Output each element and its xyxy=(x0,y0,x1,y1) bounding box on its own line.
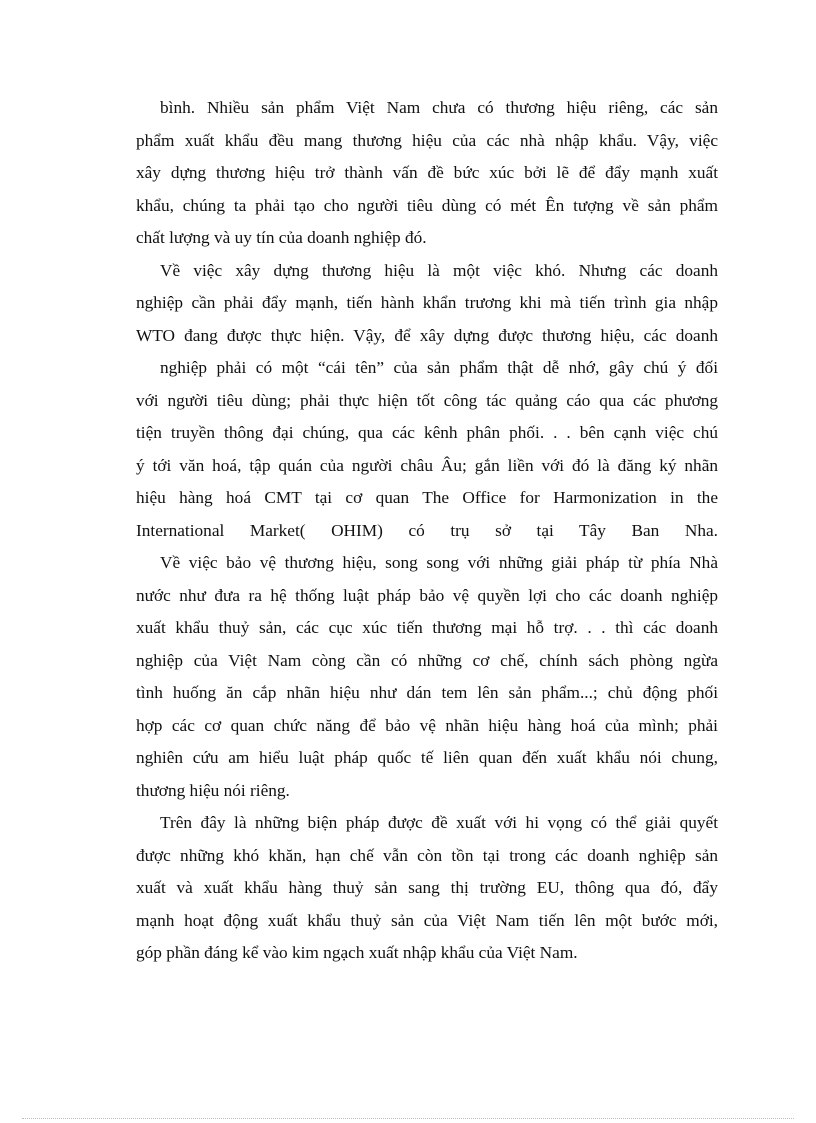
text-line: khẩu, chúng ta phải tạo cho người tiêu dùng có mét Ên tượng về sản phẩm xyxy=(136,195,718,215)
text-line: WTO đang được thực hiện. Vậy, để xây dựng được thương hiệu, các doanh xyxy=(136,325,718,345)
text-line: thương hiệu nói riêng. xyxy=(136,780,290,800)
text-line: xuất và xuất khẩu hàng thuỷ sản sang thị trường EU, thông qua đó, đẩy xyxy=(136,878,718,897)
text-line: với người tiêu dùng; phải thực hiện tốt công tác quảng cáo qua các phương xyxy=(136,390,718,410)
text-line: xây dựng thương hiệu trở thành vấn đề bức xúc bởi lẽ để đẩy mạnh xuất xyxy=(136,163,718,182)
text-line: Về việc bảo vệ thương hiệu, song song với những giải pháp từ phía Nhà xyxy=(160,553,718,572)
text-line: hiệu hàng hoá CMT tại cơ quan The Office for Harmonization in the xyxy=(136,488,718,507)
text-line: chất lượng và uy tín của doanh nghiệp đó. xyxy=(136,228,427,247)
text-line: nghiệp của Việt Nam còng cần có những cơ chế, chính sách phòng ngừa xyxy=(136,650,718,670)
text-line: Trên đây là những biện pháp được đề xuất với hi vọng có thể giải quyết xyxy=(160,813,718,832)
text-line: được những khó khăn, hạn chế vẫn còn tồn tại trong các doanh nghiệp sản xyxy=(136,845,718,865)
text-line: Về việc xây dựng thương hiệu là một việc khó. Nhưng các doanh xyxy=(160,260,718,280)
text-line: International Market( OHIM) có trụ sở tại Tây Ban Nha. xyxy=(136,520,718,540)
text-line: nước như đưa ra hệ thống luật pháp bảo vệ quyền lợi cho các doanh nghiệp xyxy=(136,585,718,605)
text-line: góp phần đáng kể vào kim ngạch xuất nhập khẩu của Việt Nam. xyxy=(136,943,578,962)
text-line: mạnh hoạt động xuất khẩu thuỷ sản của Việt Nam tiến lên một bước mới, xyxy=(136,910,718,930)
body-text xyxy=(136,92,718,970)
text-line: tình huống ăn cắp nhãn hiệu như dán tem lên sản phẩm...; chủ động phối xyxy=(136,683,718,702)
text-line: nghiên cứu am hiểu luật pháp quốc tế liên quan đến xuất khẩu nói chung, xyxy=(136,748,718,767)
text-line: tiện truyền thông đại chúng, qua các kênh phân phối. . . bên cạnh việc chú xyxy=(136,423,718,442)
page-bottom-divider xyxy=(22,1118,794,1119)
text-line: nghiệp phải có một “cái tên” của sản phẩm thật dễ nhớ, gây chú ý đối xyxy=(160,358,718,377)
text-line: ý tới văn hoá, tập quán của người châu Âu; gắn liền với đó là đăng ký nhãn xyxy=(136,455,718,475)
text-line: nghiệp cần phải đẩy mạnh, tiến hành khẩn trương khi mà tiến trình gia nhập xyxy=(136,293,718,312)
text-line: xuất khẩu thuỷ sản, các cục xúc tiến thương mại hỗ trợ. . . thì các doanh xyxy=(136,618,718,637)
text-line: phẩm xuất khẩu đều mang thương hiệu của các nhà nhập khẩu. Vậy, việc xyxy=(136,130,718,150)
text-line: hợp các cơ quan chức năng để bảo vệ nhãn hiệu hàng hoá của mình; phải xyxy=(136,715,718,735)
text-line: bình. Nhiều sản phẩm Việt Nam chưa có thương hiệu riêng, các sản xyxy=(160,98,718,117)
